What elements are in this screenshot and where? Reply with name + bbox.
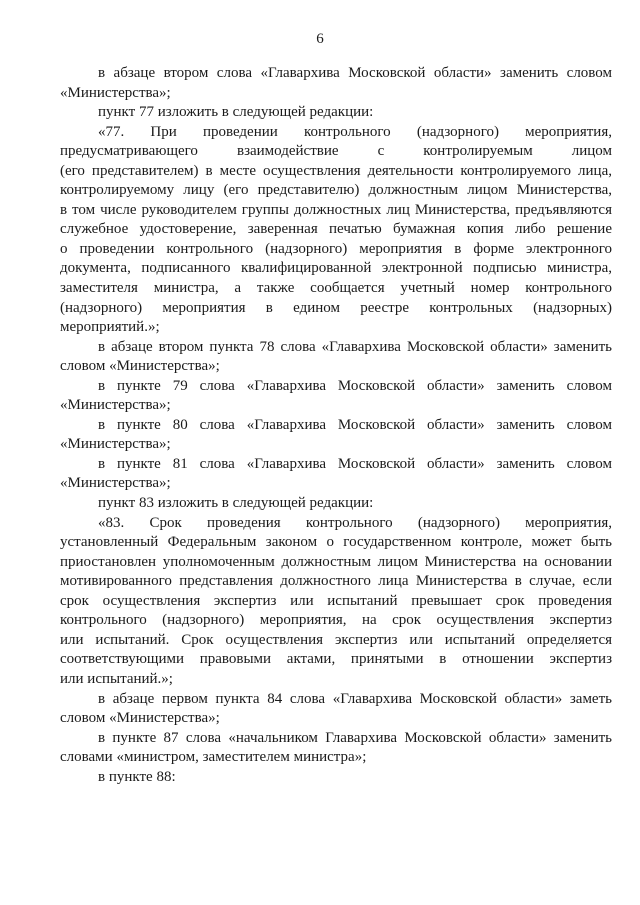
text-line: «83. Срок проведения контрольного (надзорного) мероприятия, xyxy=(98,514,612,531)
text-line: «Министерства»; xyxy=(60,397,171,414)
text-line: словами «министром, заместителем министра»; xyxy=(60,749,367,766)
text-line: служебное удостоверение, заверенная печатью бумажная копия либо решение xyxy=(60,221,612,238)
text-line: (надзорного) мероприятия в едином реестре контрольных (надзорных) xyxy=(60,299,612,316)
text-line: в пункте 80 слова «Главархива Московской области» заменить словом xyxy=(98,416,612,433)
text-line: контрольного (надзорного) мероприятия, на срок осуществления экспертиз xyxy=(60,612,612,629)
text-line: в том числе руководителем группы должностных лиц Министерства, предъявляются xyxy=(60,201,612,218)
text-line: или испытаний. Срок осуществления экспертиз или испытаний определяется xyxy=(60,631,612,648)
text-line: пункт 77 изложить в следующей редакции: xyxy=(98,104,374,121)
text-line: (его представителем) в месте осуществления деятельности контролируемого лица, xyxy=(60,162,612,179)
text-line: документа, подписанного квалифицированной электронной подписью министра, xyxy=(60,260,612,277)
text-line: мероприятий.»; xyxy=(60,319,160,336)
text-line: мотивированного представления должностного лица Министерства в случае, если xyxy=(60,573,612,590)
text-line: установленный Федеральным законом о государственном контроле, может быть xyxy=(60,534,612,551)
text-line: «Министерства»; xyxy=(60,84,171,101)
text-line: в пункте 79 слова «Главархива Московской области» заменить словом xyxy=(98,377,612,394)
text-line: в пункте 87 слова «начальником Главархива Московской области» заменить xyxy=(98,729,612,746)
text-line: в абзаце втором пункта 78 слова «Главархива Московской области» заменить xyxy=(98,338,612,355)
text-line: «77. При проведении контрольного (надзорного) мероприятия, xyxy=(98,123,612,140)
text-line: о проведении контрольного (надзорного) мероприятия в форме электронного xyxy=(60,240,612,257)
text-line: словом «Министерства»; xyxy=(60,710,220,727)
text-line: приостановлен уполномоченным должностным лицом Министерства на основании xyxy=(60,553,612,570)
text-line: в пункте 81 слова «Главархива Московской области» заменить словом xyxy=(98,455,612,472)
page-number: 6 xyxy=(316,31,324,47)
text-line: пункт 83 изложить в следующей редакции: xyxy=(98,495,374,512)
text-line: заместителя министра, а также сообщается учетный номер контрольного xyxy=(60,280,612,297)
text-line: «Министерства»; xyxy=(60,475,171,492)
text-line: в пункте 88: xyxy=(98,768,176,785)
text-line: или испытаний.»; xyxy=(60,670,173,687)
text-line: соответствующими правовыми актами, принятыми в отношении экспертиз xyxy=(60,651,612,668)
text-line: срок осуществления экспертиз или испытаний превышает срок проведения xyxy=(60,592,612,609)
text-line: словом «Министерства»; xyxy=(60,358,220,375)
text-line: в абзаце первом пункта 84 слова «Главархива Московской области» заметь xyxy=(98,690,612,707)
text-line: предусматривающего взаимодействие с контролируемым лицом xyxy=(60,143,612,160)
text-line: контролируемому лицу (его представителю) должностным лицом Министерства, xyxy=(60,182,612,199)
text-line: в абзаце втором слова «Главархива Московской области» заменить словом xyxy=(98,65,612,81)
text-line: «Министерства»; xyxy=(60,436,171,453)
document-body xyxy=(60,64,612,787)
